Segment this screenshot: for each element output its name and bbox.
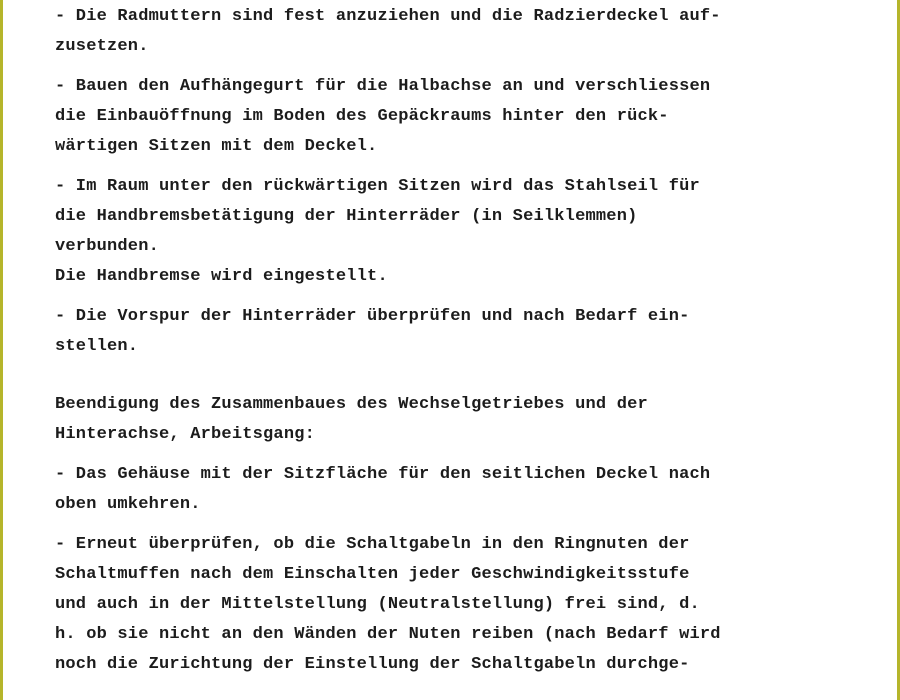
paragraph: [55, 460, 855, 520]
text-line: Schaltmuffen nach dem Einschalten jeder Geschwindigkeitsstufe: [55, 565, 690, 584]
text-line: h. ob sie nicht an den Wänden der Nuten reiben (nach Bedarf wird: [55, 625, 721, 644]
document-page: [55, 2, 855, 680]
text-line: die Handbremsbetätigung der Hinterräder (in Seilklemmen): [55, 207, 638, 226]
text-line: wärtigen Sitzen mit dem Deckel.: [55, 137, 378, 156]
text-line: die Einbauöffnung im Boden des Gepäckraums hinter den rück-: [55, 107, 669, 126]
text-line: zusetzen.: [55, 37, 149, 56]
text-line: verbunden.: [55, 237, 160, 256]
paragraph: [55, 172, 855, 292]
text-line: stellen.: [55, 337, 139, 356]
text-line: - Erneut überprüfen, ob die Schaltgabeln in den Ringnuten der: [55, 535, 690, 554]
text-line: - Die Radmuttern sind fest anzuziehen und die Radzierdeckel auf-: [55, 7, 721, 26]
text-line: - Bauen den Aufhängegurt für die Halbachse an und verschliessen: [55, 77, 711, 96]
paragraph: [55, 2, 855, 62]
section-heading: [55, 390, 855, 450]
text-line: - Im Raum unter den rückwärtigen Sitzen wird das Stahlseil für: [55, 177, 700, 196]
text-line: und auch in der Mittelstellung (Neutralstellung) frei sind, d.: [55, 595, 700, 614]
paragraph-spacer: [55, 362, 855, 390]
text-line: Die Handbremse wird eingestellt.: [55, 267, 388, 286]
paragraph-spacer: [55, 162, 855, 172]
text-line: Hinterachse, Arbeitsgang:: [55, 425, 316, 444]
paragraph: [55, 72, 855, 162]
paragraph: [55, 530, 855, 680]
paragraph-spacer: [55, 450, 855, 460]
paragraph: [55, 302, 855, 362]
text-line: oben umkehren.: [55, 495, 201, 514]
text-line: - Die Vorspur der Hinterräder überprüfen und nach Bedarf ein-: [55, 307, 690, 326]
paragraph-spacer: [55, 520, 855, 530]
paragraph-spacer: [55, 292, 855, 302]
paragraph-spacer: [55, 62, 855, 72]
text-line: noch die Zurichtung der Einstellung der Schaltgabeln durchge-: [55, 655, 690, 674]
text-line: Beendigung des Zusammenbaues des Wechselgetriebes und der: [55, 395, 648, 414]
text-line: - Das Gehäuse mit der Sitzfläche für den seitlichen Deckel nach: [55, 465, 711, 484]
